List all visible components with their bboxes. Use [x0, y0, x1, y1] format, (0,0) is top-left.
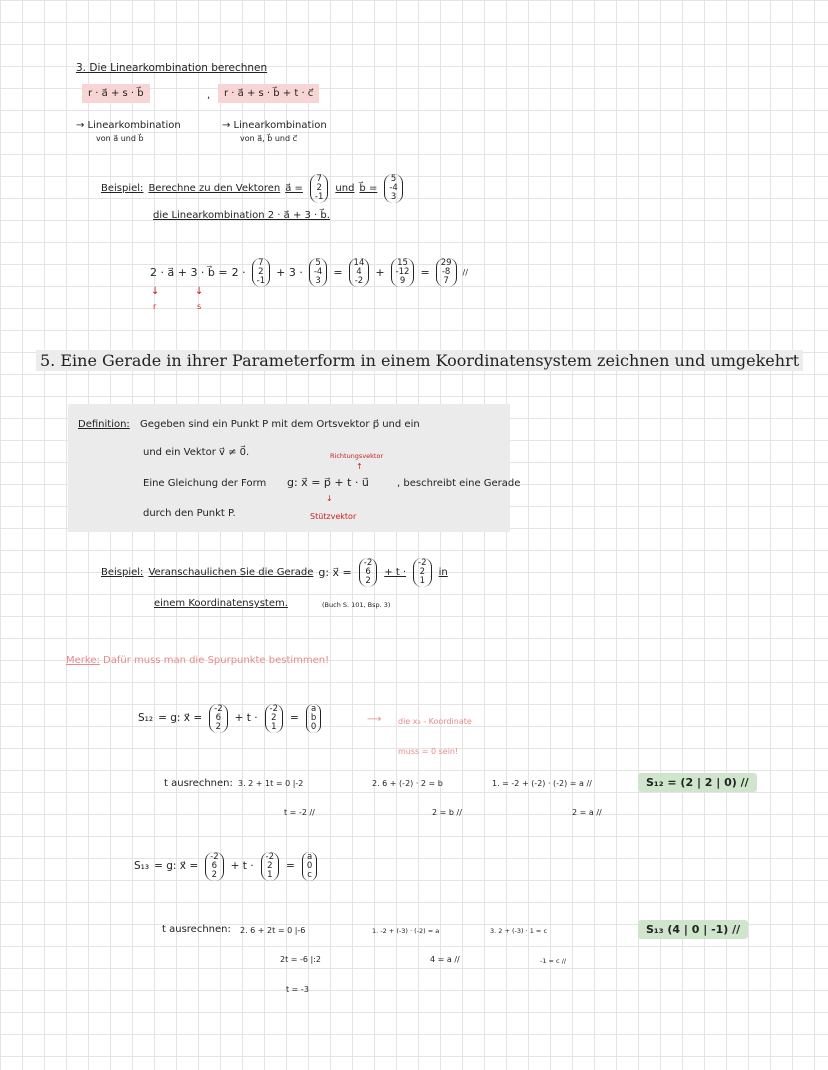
arrow-s: ↓: [195, 286, 204, 297]
arrow-r: ↓: [151, 286, 160, 297]
calc-vector-2a: 14 4 -2: [349, 258, 370, 287]
note-two-vectors-sub: von a⃗ und b⃗: [96, 134, 144, 143]
s13-calc1b: 2t = -6 |:2: [280, 955, 322, 964]
note-three-vectors: → Linearkombination: [222, 120, 327, 131]
separator: ,: [207, 90, 211, 101]
example2-line2: einem Koordinatensystem.: [154, 598, 288, 609]
s12-plus-t: + t ·: [234, 712, 258, 725]
down-arrow: ↓: [326, 494, 333, 503]
s12-calc2b: 2 = b //: [432, 808, 462, 817]
s12-name: S₁₂: [138, 712, 154, 725]
example-text: Berechne zu den Vektoren: [148, 182, 281, 194]
calc-result-vector: 29 -8 7: [436, 258, 457, 287]
definition-label: Definition:: [78, 419, 130, 430]
calc-vector-a: 7 2 -1: [252, 258, 270, 287]
example2-in: in: [438, 566, 448, 578]
and-word: und: [335, 182, 355, 194]
example2-support-vector: -2 6 2: [359, 558, 377, 587]
example2-label: Beispiel:: [101, 566, 144, 578]
s12-note1: die x₃ - Koordinate: [398, 717, 472, 726]
s12-result: S₁₂ = (2 | 2 | 0) //: [638, 773, 757, 792]
calc-end-mark: //: [462, 267, 468, 277]
s12-support-vector: -2 6 2: [209, 704, 227, 733]
vector-b: 5 -4 3: [384, 174, 402, 203]
s13-equation: S₁₃ = g: x⃗ = -2 6 2 + t · -2 2 1 = a 0 c: [134, 852, 319, 881]
section5-heading: 5. Eine Gerade in ihrer Parameterform in einem Koordinatensystem zeichnen und umgekehrt: [36, 350, 803, 371]
s13-plus-t: + t ·: [230, 860, 254, 873]
richtungsvektor-label: Richtungsvektor: [330, 452, 384, 460]
s12-calc3: 1. = -2 + (-2) · (-2) = a //: [492, 779, 592, 788]
vector-b-label: b⃗ =: [359, 182, 378, 194]
s13-calc3b: -1 = c //: [540, 957, 567, 965]
s12-t-label: t ausrechnen:: [164, 778, 233, 789]
linear-combination-two: r · a⃗ + s · b⃗: [82, 84, 150, 103]
example2-eq: g: x⃗ =: [318, 565, 352, 579]
example2-plus-t: + t ·: [384, 566, 407, 578]
s13-calc3: 3. 2 + (-3) · 1 = c: [490, 927, 548, 935]
example-label: Beispiel:: [101, 182, 144, 194]
s13-name: S₁₃: [134, 860, 150, 873]
s12-calc3b: 2 = a //: [572, 808, 602, 817]
s13-calc2b: 4 = a //: [430, 955, 460, 964]
calc-plus-3: + 3 ·: [276, 265, 303, 279]
note-two-vectors: → Linearkombination: [76, 120, 181, 131]
line-equation: g: x⃗ = p⃗ + t · u⃗: [287, 476, 369, 489]
s13-calc1c: t = -3: [286, 985, 309, 994]
merke-text: Dafür muss man die Spurpunkte bestimmen!: [103, 655, 330, 666]
s12-note-arrow: ⟶: [367, 714, 382, 725]
stuetzvektor-label: Stützvektor: [310, 512, 357, 521]
example2-direction-vector: -2 2 1: [413, 558, 431, 587]
s13-support-vector: -2 6 2: [205, 852, 223, 881]
note-three-vectors-sub: von a⃗, b⃗ und c⃗: [240, 134, 298, 143]
vector-a-label: a⃗ =: [285, 182, 303, 194]
linear-combination-three: r · a⃗ + s · b⃗ + t · c⃗: [218, 84, 319, 103]
s12-equation: S₁₂ = g: x⃗ = -2 6 2 + t · -2 2 1 = a b 0: [138, 704, 323, 733]
definition-line2: und ein Vektor v⃗ ≠ 0⃗.: [143, 447, 250, 458]
merke-note: [66, 655, 329, 666]
definition-line3a: Eine Gleichung der Form: [143, 478, 267, 489]
calc-vector-b: 5 -4 3: [309, 258, 327, 287]
vector-a: 7 2 -1: [310, 174, 328, 203]
s13-result-vector: a 0 c: [302, 852, 317, 881]
s13-eq: = g: x⃗ =: [154, 860, 199, 873]
s13-calc2: 1. -2 + (-3) · (-2) = a: [372, 927, 440, 935]
s12-calc2: 2. 6 + (-2) · 2 = b: [372, 779, 443, 788]
label-r: r: [153, 302, 157, 311]
s12-note2: muss = 0 sein!: [398, 747, 459, 756]
s12-result-vector: a b 0: [306, 704, 321, 733]
calc-equals: =: [333, 265, 343, 279]
calc-vector-3b: 15 -12 9: [391, 258, 415, 287]
calc-factor-2: 2 ·: [231, 265, 246, 279]
definition-line3c: , beschreibt eine Gerade: [397, 478, 521, 489]
example2-text: Veranschaulichen Sie die Gerade: [148, 566, 314, 578]
calc-lhs: 2 · a⃗ + 3 · b⃗ =: [150, 265, 228, 279]
definition-line1: Gegeben sind ein Punkt P mit dem Ortsvektor p⃗ und ein: [140, 419, 420, 430]
definition-line4: durch den Punkt P.: [143, 508, 236, 519]
s12-calc1: 3. 2 + 1t = 0 |-2: [238, 779, 304, 788]
s13-result: S₁₃ (4 | 0 | -1) //: [638, 920, 748, 939]
merke-label: Merke:: [66, 655, 100, 666]
example2-line: [101, 558, 448, 587]
s12-eq: = g: x⃗ =: [158, 712, 203, 725]
s13-direction-vector: -2 2 1: [261, 852, 279, 881]
up-arrow: ↑: [356, 462, 363, 471]
label-s: s: [197, 302, 202, 311]
s12-direction-vector: -2 2 1: [265, 704, 283, 733]
section3-title: 3. Die Linearkombination berechnen: [76, 62, 268, 74]
example1-calculation: 2 · a⃗ + 3 · b⃗ = 2 · 7 2 -1 + 3 · 5 -4 3 = 14 4 -2 + 15 -12 9 = 29 -8 7 //: [150, 258, 468, 286]
s13-calc1: 2. 6 + 2t = 0 |-6: [240, 926, 306, 935]
example1-line: [101, 174, 405, 203]
s13-t-label: t ausrechnen:: [162, 924, 231, 935]
example1-line2: die Linearkombination 2 · a⃗ + 3 · b⃗.: [153, 210, 330, 221]
example2-reference: (Buch S. 101, Bsp. 3): [322, 601, 391, 609]
s12-calc1b: t = -2 //: [284, 808, 315, 817]
